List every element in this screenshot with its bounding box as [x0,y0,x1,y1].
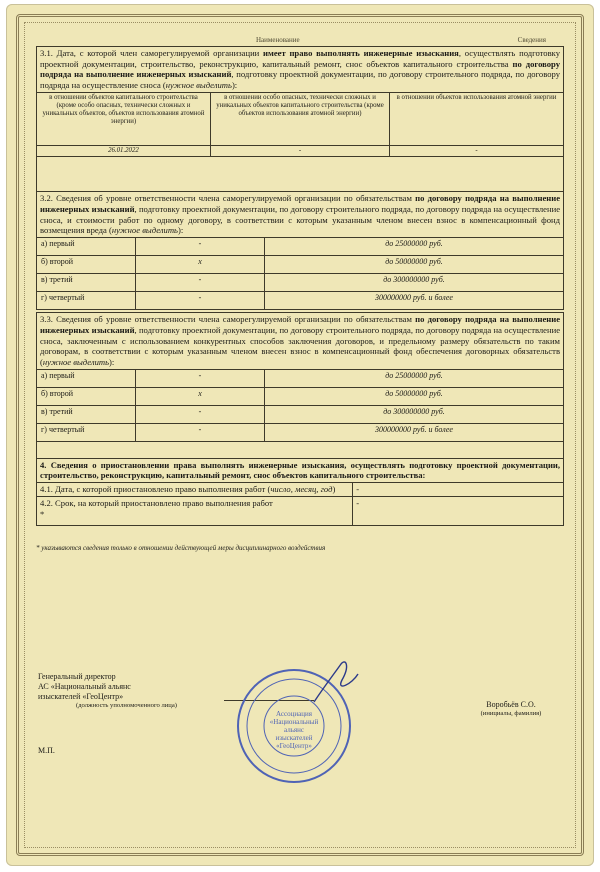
section-3-2-text [37,192,564,238]
s33-text-b: , подготовку проектной документации, по договору строительного подряда, по договору подряда на осуществление сноса, заключенным с использованием конкурентных способов заключения договоров, и предельному размеру обязательств по таким договорам, в соответствии с которым указанным членом внесен взнос в компенсационный фонд обеспечения договорных обязательств ( [40,324,561,367]
s1-text-c: , подготовку проектной документации, по договору строительного подряда, по договору подряда на осуществление сноса ( [40,69,560,91]
s33-bold: по договору подряда на выполнение инженерных изысканий [40,314,561,335]
s32-italic: нужное выделить [111,225,178,236]
section-3-3-table [36,312,564,442]
svg-text:изыскателей: изыскателей [275,734,313,742]
gap-area-2 [36,442,564,458]
certificate-sheet [6,4,594,866]
section-3-3-text [37,313,564,370]
signatory-name: Воробьёв С.О. [486,700,536,709]
level-row: а) первый - до 25000000 руб. [37,369,564,387]
column-2-header: в отношении особо опасных, технически сложных и уникальных объектов капитального строительства (кроме объектов использования атомной энергии) [210,92,389,145]
column-3-header: в отношении объектов использования атомной энергии [390,92,564,145]
row-4-2-value: - [353,496,564,525]
signatory-block [38,672,208,710]
section-4-text: 4. Сведения о приостановлении права выполнять инженерные изыскания, осуществлять подготовку проектной документации, строительство, реконструкцию, капитальный ремонт, снос объектов капитального строительства: [37,458,564,482]
row-4-1-label: 4.1. Дата, с которой приостановлено право выполнения работ (число, месяц, год) [37,483,353,497]
level-row: б) второй x до 50000000 руб. [37,387,564,405]
header-info: Сведения [517,36,546,44]
section-1-text [37,47,564,93]
s1-bold-b: по договору подряда на выполнение инженерных изысканий [40,58,560,80]
svg-text:альянс: альянс [284,726,304,734]
stamp-place-label: М.П. [38,746,55,755]
level-row: г) четвертый - 300000000 руб. и более [37,423,564,441]
section-1-table [36,46,564,157]
signatory-org-2: изыскателей «ГеоЦентр» [38,692,124,701]
column-1-header: в отношении объектов капитального строительства (кроме особо опасных, технически сложных и уникальных объектов, объектов использования атомной энергии) [37,92,211,145]
level-row: б) второй x до 50000000 руб. [37,256,564,274]
footnote: * указываются сведения только в отношении действующей меры дисциплинарного воздействия [36,543,326,552]
level-row: в) третий - до 300000000 руб. [37,405,564,423]
s1-text-b: , осуществлять подготовку проектной документации, строительство, реконструкцию, капитальный ремонт, снос объектов капитального строительства [40,48,560,69]
level-row: а) первый - до 25000000 руб. [37,238,564,256]
value-date: 26.01.2022 [37,145,211,156]
s33-italic: нужное выделить [42,356,110,367]
table-header-labels [36,36,564,46]
s32-text-a: 3.2. Сведения об уровне ответственности члена саморегулируемой организации по обязательствам [40,193,416,204]
s33-text-c: ): [109,356,115,367]
value-dash-3: - [390,145,564,156]
gap-area [36,157,564,191]
s1-text-a: 3.1. Дата, с которой член саморегулируемой организации [40,48,264,58]
name-caption: (инициалы, фамилия) [480,710,542,717]
s1-italic: нужное выделить [165,80,232,91]
position-caption: (должность уполномоченного лица) [76,702,177,709]
header-name: Наименование [256,36,300,44]
value-dash-2: - [210,145,389,156]
signatory-org-1: АС «Национальный альянс [38,682,131,691]
s1-text-d: ): [231,80,238,91]
document-content [36,36,564,553]
svg-text:Ассоциация: Ассоциация [276,710,312,718]
s1-bold-a: имеет право выполнять инженерные изыскания [263,48,459,58]
level-row: г) четвертый - 300000000 руб. и более [37,292,564,310]
row-4-1-value: - [353,483,564,497]
s33-text-a: 3.3. Сведения об уровне ответственности члена саморегулируемой организации по обязательствам [40,314,416,325]
section-3-2-table [36,191,564,310]
s32-bold: по договору подряда на выполнение инженерных изысканий [40,193,561,214]
svg-text:«Национальный: «Национальный [269,718,319,726]
s32-text-c: ): [177,225,184,236]
s32-text-b: , подготовку проектной документации, по договору строительного подряда, по договору подряда на осуществление сноса, и стоимости работ по одному договору, в соответствии с которым указанным членом внесен взнос в компенсационный фонд возмещения вреда ( [40,203,561,236]
level-row: в) третий - до 300000000 руб. [37,274,564,292]
signatory-position: Генеральный директор [38,672,116,681]
section-4-table [36,458,564,526]
row-4-2-label: 4.2. Срок, на который приостановлено право выполнения работ * [37,496,353,525]
signatory-name-block [446,700,576,718]
handwritten-signature [306,654,366,714]
svg-text:«ГеоЦентр»: «ГеоЦентр» [276,742,312,750]
